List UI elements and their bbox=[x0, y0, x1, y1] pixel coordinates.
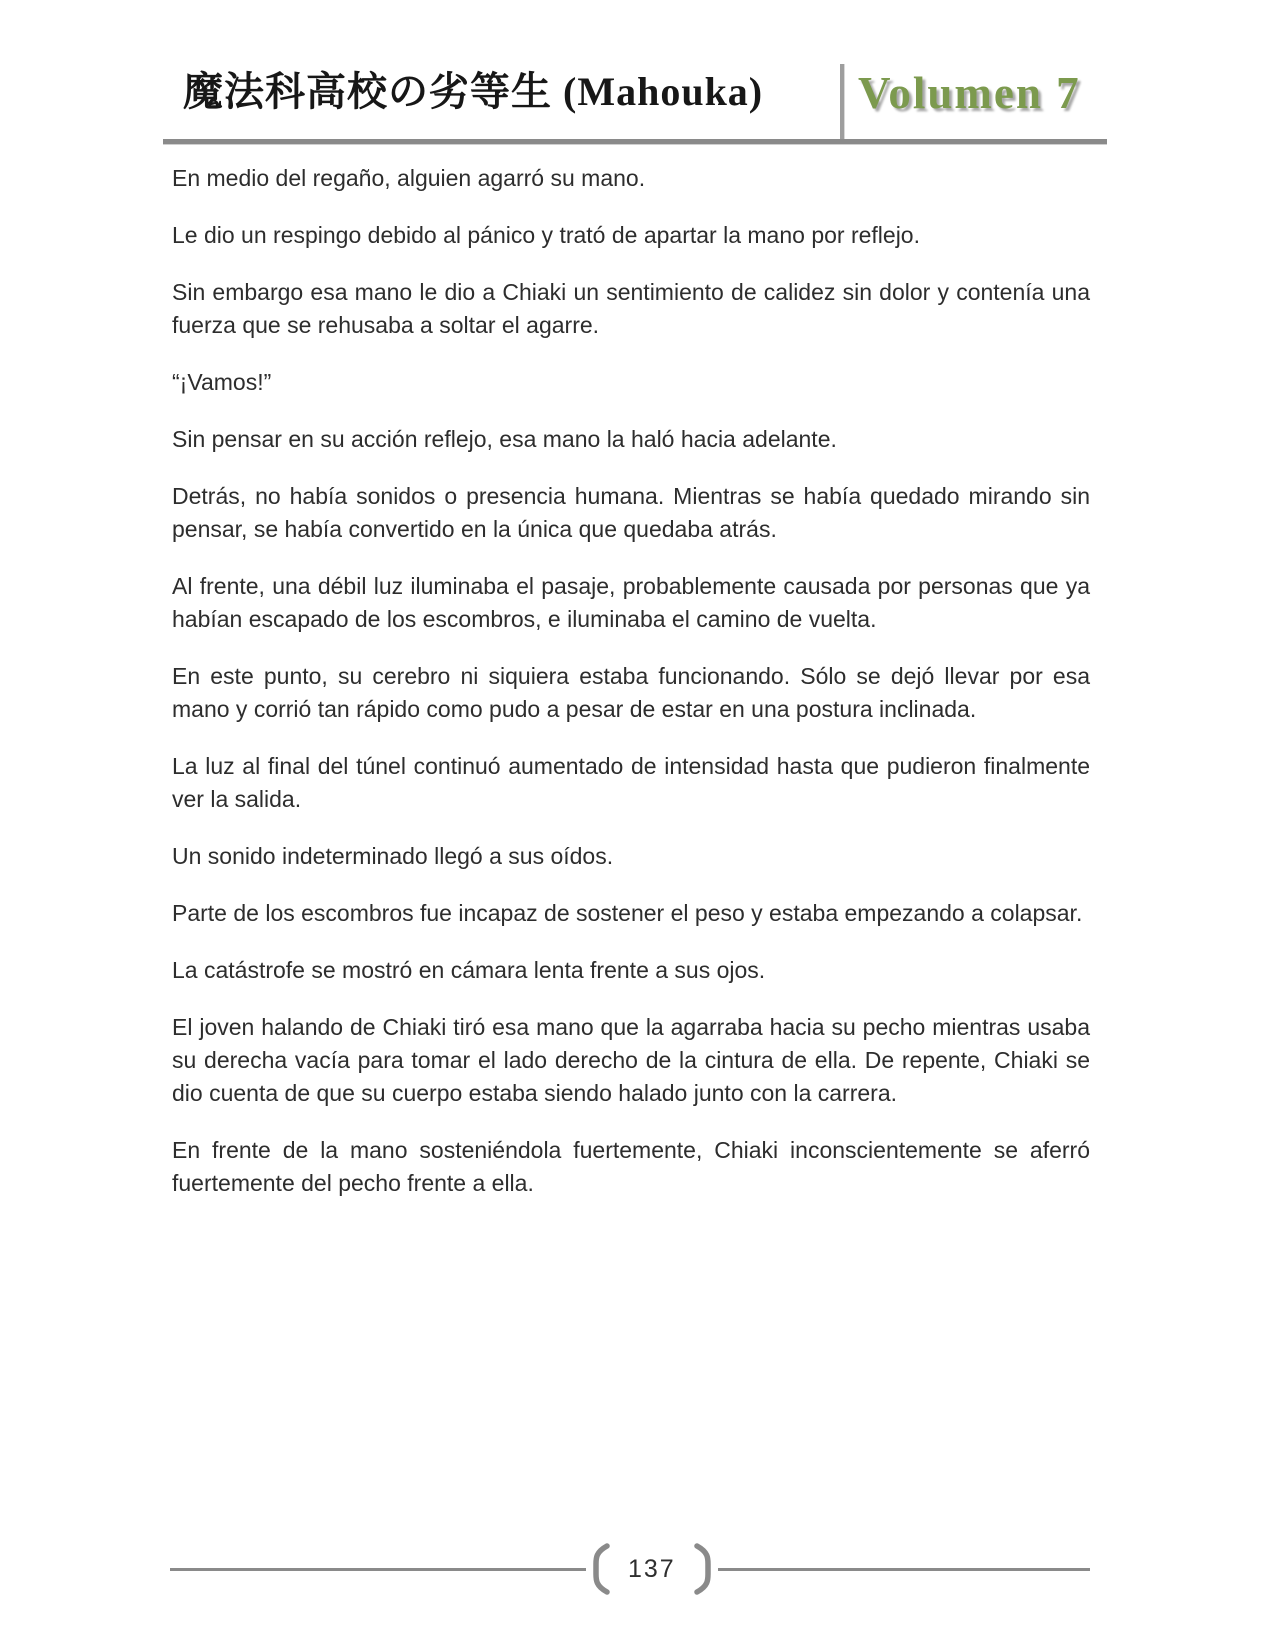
footer-line-right bbox=[718, 1568, 1090, 1571]
page-body bbox=[172, 162, 1090, 1200]
body-paragraph: Un sonido indeterminado llegó a sus oídos. bbox=[172, 843, 614, 869]
right-bracket-icon bbox=[694, 1542, 716, 1596]
body-paragraph: Sin pensar en su acción reflejo, esa mano la haló hacia adelante. bbox=[172, 426, 837, 452]
body-paragraph: En medio del regaño, alguien agarró su mano. bbox=[172, 165, 646, 191]
footer-line-left bbox=[170, 1568, 586, 1571]
body-paragraph: Al frente, una débil luz iluminaba el pasaje, probablemente causada por personas que ya habían escapado de los escombros, e iluminaba el camino de vuelta. bbox=[172, 573, 1090, 632]
left-bracket-icon bbox=[588, 1542, 610, 1596]
body-paragraph: Detrás, no había sonidos o presencia humana. Mientras se había quedado mirando sin pensar, se había convertido en la única que quedaba atrás. bbox=[172, 483, 1090, 542]
body-paragraph: En este punto, su cerebro ni siquiera estaba funcionando. Sólo se dejó llevar por esa mano y corrió tan rápido como pudo a pesar de estar en una postura inclinada. bbox=[172, 663, 1090, 722]
body-paragraph: Parte de los escombros fue incapaz de sostener el peso y estaba empezando a colapsar. bbox=[172, 900, 1083, 926]
page-footer bbox=[170, 1542, 1090, 1596]
body-paragraph: Le dio un respingo debido al pánico y trató de apartar la mano por reflejo. bbox=[172, 222, 920, 248]
body-paragraph: El joven halando de Chiaki tiró esa mano que la agarraba hacia su pecho mientras usaba su derecha vacía para tomar el lado derecho de la cintura de ella. De repente, Chiaki se dio cuenta de que su cuerpo estaba siendo halado junto con la carrera. bbox=[172, 1014, 1090, 1106]
header-rule bbox=[163, 139, 1107, 144]
series-title: 魔法科高校の劣等生 (Mahouka) bbox=[183, 69, 764, 114]
page-number: 137 bbox=[628, 1554, 676, 1583]
body-paragraph: “¡Vamos!” bbox=[172, 369, 272, 395]
volume-label: Volumen 7 bbox=[858, 68, 1081, 118]
header-divider bbox=[840, 64, 844, 145]
body-paragraph: La luz al final del túnel continuó aumentado de intensidad hasta que pudieron finalmente ver la salida. bbox=[172, 753, 1090, 812]
body-paragraph: En frente de la mano sosteniéndola fuertemente, Chiaki inconscientemente se aferró fuertemente del pecho frente a ella. bbox=[172, 1137, 1090, 1196]
body-paragraph: Sin embargo esa mano le dio a Chiaki un sentimiento de calidez sin dolor y contenía una fuerza que se rehusaba a soltar el agarre. bbox=[172, 279, 1090, 338]
body-paragraph: La catástrofe se mostró en cámara lenta frente a sus ojos. bbox=[172, 957, 766, 983]
